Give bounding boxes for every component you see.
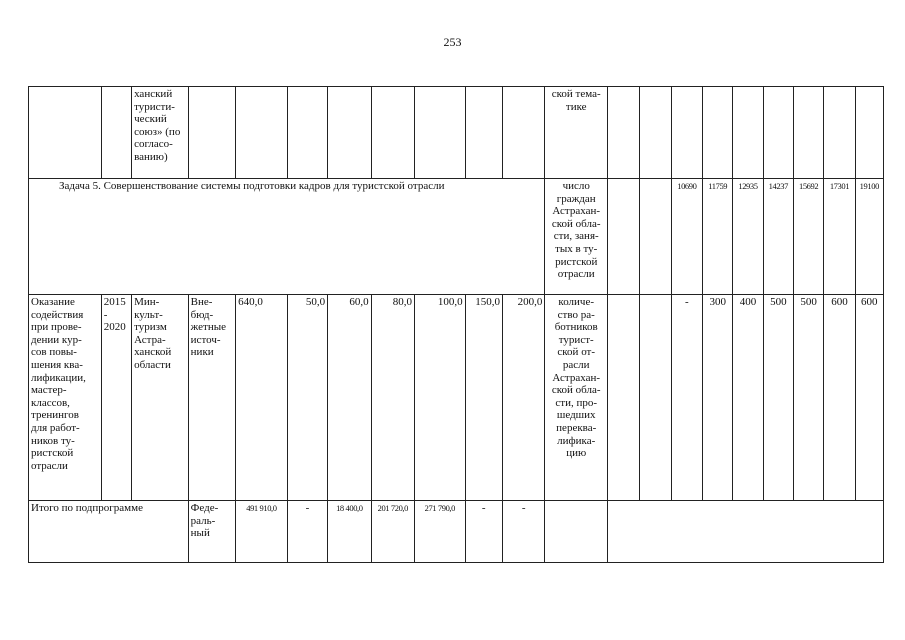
total-year-amount: 201 720,0 bbox=[371, 501, 414, 563]
task-value: 14237 bbox=[763, 179, 793, 295]
cell-empty bbox=[640, 179, 671, 295]
total-year-amount: - bbox=[465, 501, 502, 563]
activity-name-line: содействия bbox=[31, 308, 84, 321]
subprogram-table bbox=[28, 86, 884, 563]
cell-empty bbox=[733, 87, 763, 179]
activity-value: 500 bbox=[793, 295, 823, 501]
total-source: Феде- раль- ный bbox=[188, 501, 236, 563]
activity-year-amount: 200,0 bbox=[502, 295, 544, 501]
org-continuation: ханский туристи- ческий союз» (по согласо- ванию) bbox=[132, 87, 189, 179]
page-number: 253 bbox=[443, 35, 462, 49]
total-year-amount: 18 400,0 bbox=[328, 501, 371, 563]
cell-empty bbox=[545, 501, 608, 563]
task-title: Задача 5. Совершенствование системы подготовки кадров для туристской отрасли bbox=[29, 179, 545, 295]
activity-year-amount: 150,0 bbox=[465, 295, 502, 501]
total-year-amount: 271 790,0 bbox=[415, 501, 466, 563]
cell-empty bbox=[824, 87, 855, 179]
cell-empty bbox=[703, 87, 733, 179]
activity-value: 600 bbox=[824, 295, 855, 501]
task-indicator: число граждан Астрахан- ской обла- сти, заня- тых в ту- ристской отрасли bbox=[545, 179, 608, 295]
activity-row bbox=[29, 295, 884, 501]
activity-name-line: отрасли bbox=[31, 459, 68, 472]
activity-total: 640,0 bbox=[236, 295, 288, 501]
activity-year-amount: 100,0 bbox=[415, 295, 466, 501]
total-year-amount: - bbox=[287, 501, 327, 563]
activity-value: 400 bbox=[733, 295, 763, 501]
activity-name-line: Оказание bbox=[31, 296, 75, 308]
cell-empty bbox=[608, 179, 640, 295]
cell-empty bbox=[415, 87, 466, 179]
cell-empty bbox=[640, 295, 671, 501]
cell-empty bbox=[287, 87, 327, 179]
total-amount: 491 910,0 bbox=[236, 501, 288, 563]
activity-name-line: дении кур- bbox=[31, 333, 82, 346]
activity-name-line: сов повы- bbox=[31, 346, 77, 359]
activity-name bbox=[29, 295, 102, 501]
activity-value: 600 bbox=[855, 295, 883, 501]
cell-empty bbox=[640, 87, 671, 179]
total-year-amount: - bbox=[502, 501, 544, 563]
activity-period: 2015- 2020 bbox=[101, 295, 131, 501]
task-value: 17301 bbox=[824, 179, 855, 295]
total-row bbox=[29, 501, 884, 563]
cell-empty bbox=[188, 87, 236, 179]
task-row bbox=[29, 179, 884, 295]
cell-empty bbox=[608, 87, 640, 179]
cell-empty bbox=[671, 87, 702, 179]
activity-year-amount: 80,0 bbox=[371, 295, 414, 501]
activity-name-line: шения ква- bbox=[31, 358, 83, 371]
cell-empty bbox=[793, 87, 823, 179]
cell-empty bbox=[101, 87, 131, 179]
indicator-continuation: ской тема- тике bbox=[545, 87, 608, 179]
cell-empty bbox=[608, 295, 640, 501]
activity-executor: Мин- культ- туризм Астра- ханской области bbox=[132, 295, 189, 501]
task-value: 12935 bbox=[733, 179, 763, 295]
activity-value: 300 bbox=[703, 295, 733, 501]
total-label: Итого по подпрограмме bbox=[29, 501, 189, 563]
cell-empty bbox=[371, 87, 414, 179]
task-value: 15692 bbox=[793, 179, 823, 295]
activity-year-amount: 50,0 bbox=[287, 295, 327, 501]
cell-empty bbox=[763, 87, 793, 179]
activity-name-line: при прове- bbox=[31, 321, 82, 334]
activity-name-line: лификации, bbox=[31, 371, 86, 384]
activity-name-line: ристской bbox=[31, 447, 74, 460]
cell-empty bbox=[502, 87, 544, 179]
activity-indicator: количе- ство ра- ботников турист- ской от- расли Астрахан- ской обла- сти, про- шедших переква- лифика- цию bbox=[545, 295, 608, 501]
cell-empty bbox=[465, 87, 502, 179]
task-value: 11759 bbox=[703, 179, 733, 295]
activity-value: 500 bbox=[763, 295, 793, 501]
cell-empty-merged bbox=[608, 501, 884, 563]
activity-name-line: ников ту- bbox=[31, 434, 75, 447]
cell-empty bbox=[236, 87, 288, 179]
cell-empty bbox=[328, 87, 371, 179]
cell-empty bbox=[29, 87, 102, 179]
task-value: 19100 bbox=[855, 179, 883, 295]
continuation-row bbox=[29, 87, 884, 179]
activity-value: - bbox=[671, 295, 702, 501]
cell-empty bbox=[855, 87, 883, 179]
activity-name-line: для работ- bbox=[31, 421, 80, 434]
activity-source: Вне- бюд- жетные источ- ники bbox=[188, 295, 236, 501]
activity-name-line: классов, bbox=[31, 396, 70, 409]
task-value: 10690 bbox=[671, 179, 702, 295]
activity-name-line: тренингов bbox=[31, 409, 79, 422]
activity-name-line: мастер- bbox=[31, 384, 67, 397]
activity-year-amount: 60,0 bbox=[328, 295, 371, 501]
